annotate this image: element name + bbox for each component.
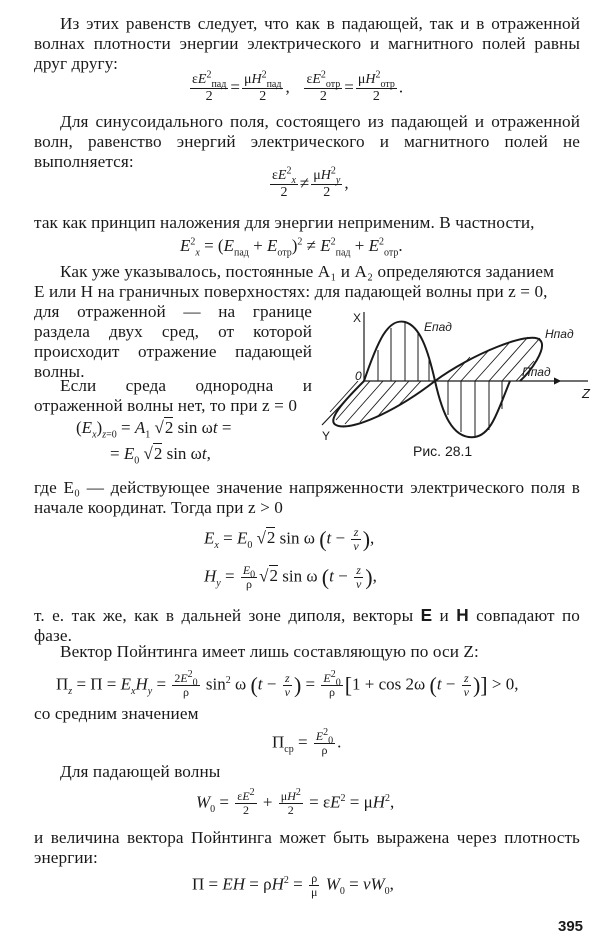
page-number: 395 — [558, 918, 584, 935]
formula-poynting-mean: $\Pi_{ср}$ = $\frac{E^2_0}{\rho}$ . — [272, 727, 342, 757]
paragraph-e0-definition: где E₀ — действующее значение напряженности электрического поля в начале координат. Тогда при z > 0 — [34, 478, 580, 517]
e-wave-label: Eпад — [424, 320, 452, 334]
paragraph-boundary-line2: E или H на граничных поверхностях: для падающей волны при z = 0, — [34, 282, 548, 301]
poynting-label: Ппад — [522, 365, 551, 379]
formula-poynting-z: $\Pi_z = \Pi = E_xH_y$ = $\frac{2E^2_0}{\rho}$ $\sin^2 \omega$ (t − $\frac{z}{v}$ ) = $\frac{E^2_0}{\rho}$ [1 + cos 2ω (t − $\frac{z}{v}$ )] > 0, — [56, 669, 519, 699]
h-wave-label: Hпад — [545, 327, 574, 341]
z-axis-label: Z — [582, 386, 590, 401]
origin-label: 0 — [355, 369, 362, 383]
paragraph-sinusoidal-field: Для синусоидального поля, состоящего из падающей и отраженной волн, равенство энергий электрического и магнитного полей не выполняется: — [34, 112, 580, 171]
paragraph-superposition: так как принцип наложения для энергии неприменим. В частности, — [34, 213, 535, 232]
formula-energy-w0: $W_0$ = $\frac{\varepsilon E^2}{2}$ + $\frac{\mu H^2}{2}$ = $\varepsilon E^2 = \mu H^2$, — [196, 787, 395, 817]
paragraph-boundary-rest: для отраженной — на границе раздела двух сред, от которой происходит отражение падающей волны. — [34, 302, 312, 381]
formula-poynting-energy: Π = EH = $\rho H^2$ = $\frac{\rho}{\mu}$ $W_0 = vW_0$, — [192, 871, 394, 899]
paragraph-mean-value: со средним значением — [34, 704, 199, 723]
vector-e: E — [420, 605, 433, 625]
figure-caption: Рис. 28.1 — [413, 443, 473, 459]
paragraph-poynting: Вектор Пойнтинга имеет лишь составляющую по оси Z: — [60, 642, 479, 661]
formula-field-at-origin-line1: $(E_x)_{z=0} = A_1$ √2 sin ωt = — [76, 418, 232, 441]
paragraph-homogeneous-medium: Если среда однородна и отраженной волны нет, то при z = 0 — [34, 376, 312, 415]
formula-superposition: $E^2_x = (E_{пад} + E_{отр})^2 \ne E^2_{пад} + E^2_{отр}$. — [180, 236, 403, 259]
formula-field-at-origin-line2: = $E_0$ √2 sin ωt, — [110, 444, 211, 467]
formula-energy-inequality: $\frac{\varepsilon E^2_x}{2}$ ≠ $\frac{\mu H^2_y}{2}$ , — [272, 165, 349, 200]
y-axis-label: Y — [322, 429, 331, 443]
x-axis-label: X — [353, 311, 362, 325]
vector-h: H — [456, 605, 469, 625]
paragraph-energy-equality: Из этих равенств следует, что как в падающей, так и в отраженной волнах плотности энергии электрического и магнитного полей равны друг другу: — [34, 14, 580, 73]
formula-hy: $H_y$ = $\frac{E_0}{\rho}$ √2 sin ω (t − $\frac{z}{v}$ ), — [204, 563, 377, 591]
paragraph-incident-wave: Для падающей волны — [60, 762, 221, 781]
paragraph-boundary-line1: Как уже указывалось, постоянные A₁ и A₂ определяются заданием — [60, 262, 555, 281]
paragraph-poynting-energy: и величина вектора Пойнтинга может быть выражена через плотность энергии: — [34, 828, 580, 867]
formula-energy-density-equality: $\frac{\varepsilon E^2_{пад}}{2}$ = $\frac{\mu H^2_{пад}}{2}$ , $\frac{\varepsilon E^2_{отр}}{2}$ = $\frac{\mu H^2_{отр}}{2}$ . — [192, 69, 404, 104]
paragraph-phase: т. е. так же, как в дальней зоне диполя, векторы E и H совпадают по фазе. — [34, 605, 580, 645]
formula-ex: $E_x = E_0$ √2 sin ω (t − $\frac{z}{v}$ ), — [204, 525, 375, 553]
